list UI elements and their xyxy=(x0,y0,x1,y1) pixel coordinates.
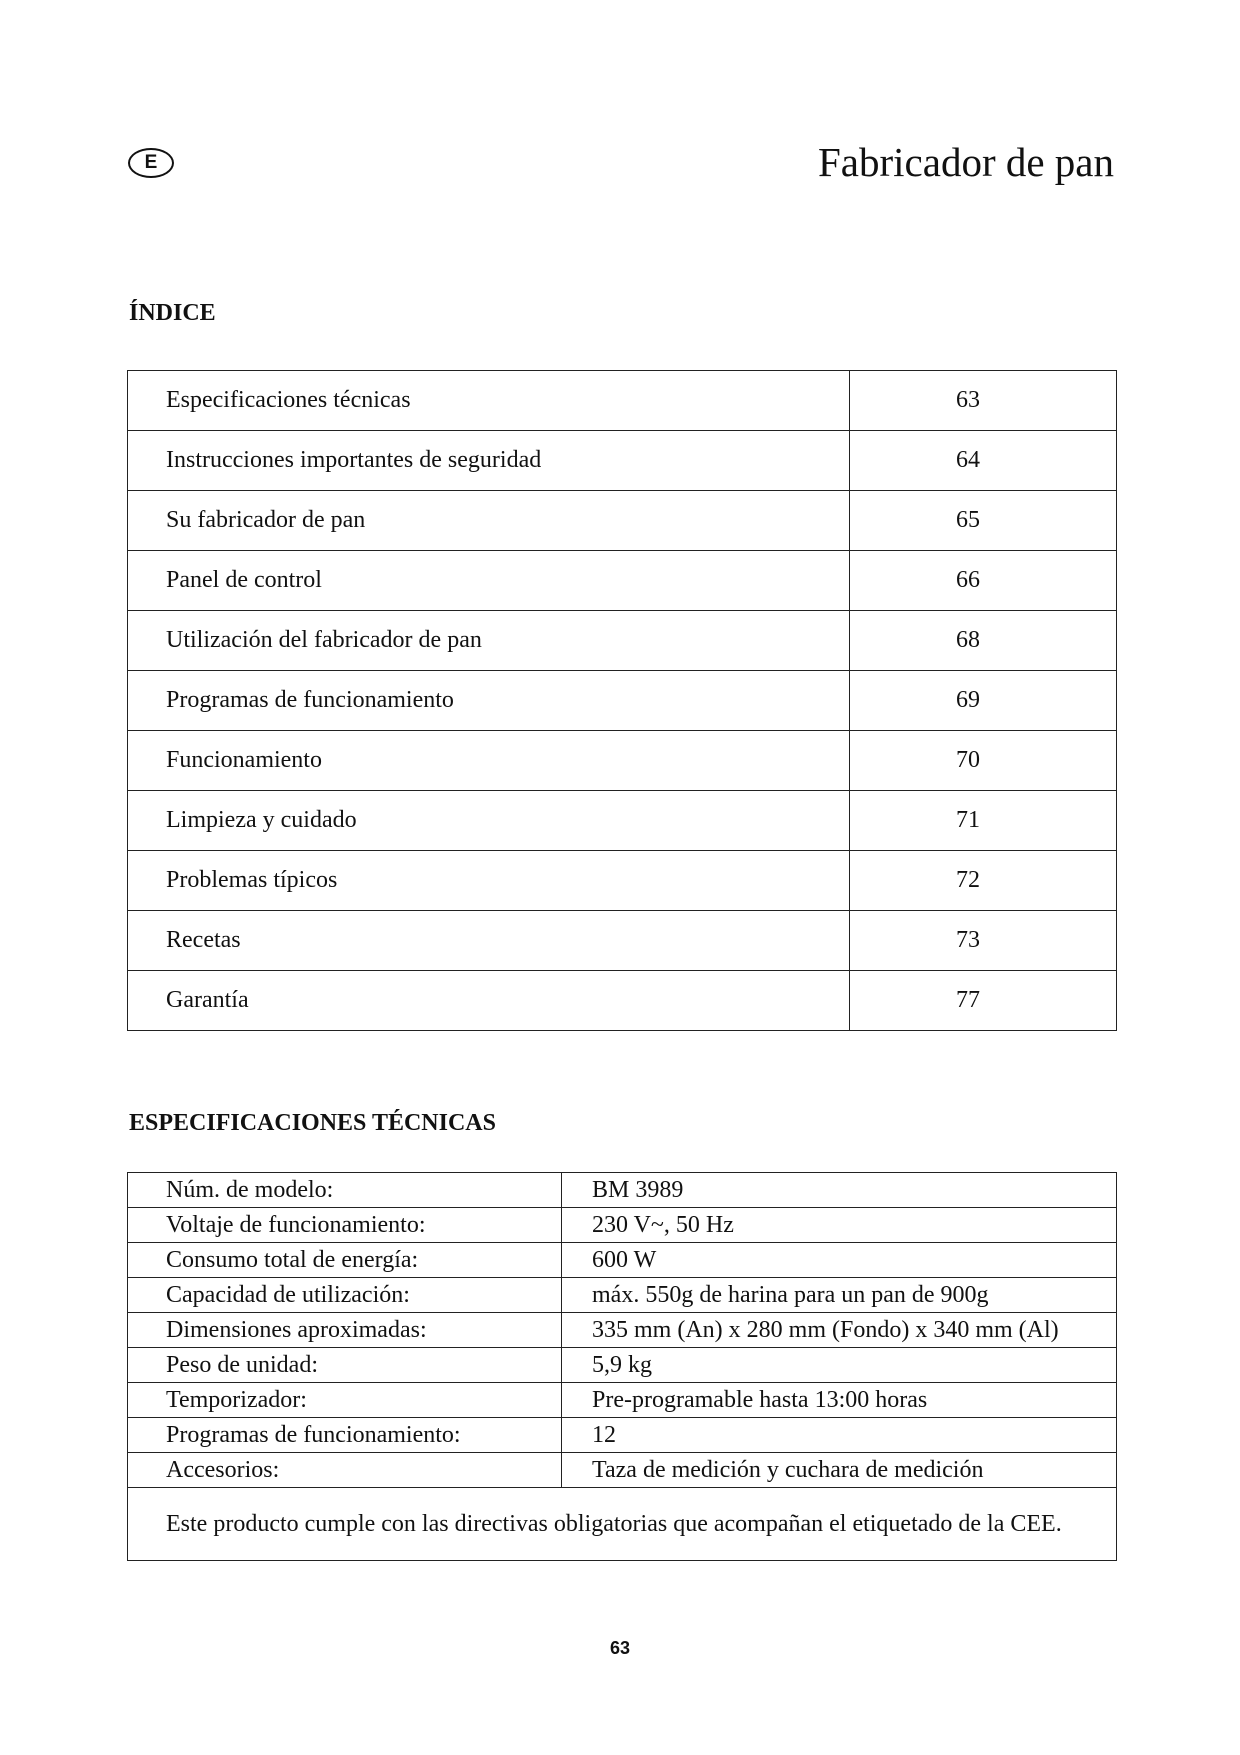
spec-value: 600 W xyxy=(562,1243,1117,1278)
spec-value: 335 mm (An) x 280 mm (Fondo) x 340 mm (Al) xyxy=(562,1313,1117,1348)
index-row xyxy=(128,791,1117,851)
specs-heading: ESPECIFICACIONES TÉCNICAS xyxy=(129,1110,496,1136)
spec-value: Taza de medición y cuchara de medición xyxy=(562,1453,1117,1488)
spec-value: 5,9 kg xyxy=(562,1348,1117,1383)
index-row xyxy=(128,671,1117,731)
spec-row xyxy=(128,1208,1117,1243)
index-row xyxy=(128,971,1117,1031)
index-entry-page: 64 xyxy=(850,431,1117,491)
spec-value: Pre-programable hasta 13:00 horas xyxy=(562,1383,1117,1418)
spec-row xyxy=(128,1453,1117,1488)
compliance-note: Este producto cumple con las directivas obligatorias que acompañan el etiquetado de la CEE. xyxy=(128,1488,1117,1561)
index-entry-page: 71 xyxy=(850,791,1117,851)
spec-row xyxy=(128,1278,1117,1313)
spec-row xyxy=(128,1418,1117,1453)
index-table xyxy=(127,370,1117,1031)
spec-label: Accesorios: xyxy=(128,1453,562,1488)
index-entry-title: Utilización del fabricador de pan xyxy=(128,611,850,671)
index-entry-title: Su fabricador de pan xyxy=(128,491,850,551)
index-entry-title: Problemas típicos xyxy=(128,851,850,911)
spec-value: máx. 550g de harina para un pan de 900g xyxy=(562,1278,1117,1313)
spec-value: BM 3989 xyxy=(562,1173,1117,1208)
spec-value: 230 V~, 50 Hz xyxy=(562,1208,1117,1243)
spec-label: Voltaje de funcionamiento: xyxy=(128,1208,562,1243)
spec-note-row xyxy=(128,1488,1117,1561)
index-entry-title: Limpieza y cuidado xyxy=(128,791,850,851)
spec-row xyxy=(128,1313,1117,1348)
index-entry-page: 65 xyxy=(850,491,1117,551)
index-entry-title: Funcionamiento xyxy=(128,731,850,791)
index-row xyxy=(128,911,1117,971)
index-row xyxy=(128,731,1117,791)
index-row xyxy=(128,371,1117,431)
spec-row xyxy=(128,1383,1117,1418)
index-entry-page: 70 xyxy=(850,731,1117,791)
index-entry-page: 73 xyxy=(850,911,1117,971)
language-badge: E xyxy=(128,148,174,178)
spec-label: Núm. de modelo: xyxy=(128,1173,562,1208)
document-title: Fabricador de pan xyxy=(818,139,1114,185)
index-entry-title: Programas de funcionamiento xyxy=(128,671,850,731)
index-row xyxy=(128,491,1117,551)
index-row xyxy=(128,611,1117,671)
spec-row xyxy=(128,1173,1117,1208)
index-entry-title: Recetas xyxy=(128,911,850,971)
index-entry-page: 72 xyxy=(850,851,1117,911)
spec-value: 12 xyxy=(562,1418,1117,1453)
page-number: 63 xyxy=(609,1638,631,1658)
index-entry-title: Instrucciones importantes de seguridad xyxy=(128,431,850,491)
index-entry-page: 77 xyxy=(850,971,1117,1031)
index-entry-title: Panel de control xyxy=(128,551,850,611)
spec-label: Peso de unidad: xyxy=(128,1348,562,1383)
spec-label: Temporizador: xyxy=(128,1383,562,1418)
spec-label: Dimensiones aproximadas: xyxy=(128,1313,562,1348)
spec-row xyxy=(128,1348,1117,1383)
index-row xyxy=(128,431,1117,491)
spec-row xyxy=(128,1243,1117,1278)
index-entry-title: Garantía xyxy=(128,971,850,1031)
index-row xyxy=(128,851,1117,911)
index-entry-page: 68 xyxy=(850,611,1117,671)
spec-label: Consumo total de energía: xyxy=(128,1243,562,1278)
index-entry-title: Especificaciones técnicas xyxy=(128,371,850,431)
specs-table xyxy=(127,1172,1117,1561)
index-heading: ÍNDICE xyxy=(129,300,216,326)
index-entry-page: 66 xyxy=(850,551,1117,611)
index-entry-page: 69 xyxy=(850,671,1117,731)
index-entry-page: 63 xyxy=(850,371,1117,431)
spec-label: Programas de funcionamiento: xyxy=(128,1418,562,1453)
spec-label: Capacidad de utilización: xyxy=(128,1278,562,1313)
index-row xyxy=(128,551,1117,611)
